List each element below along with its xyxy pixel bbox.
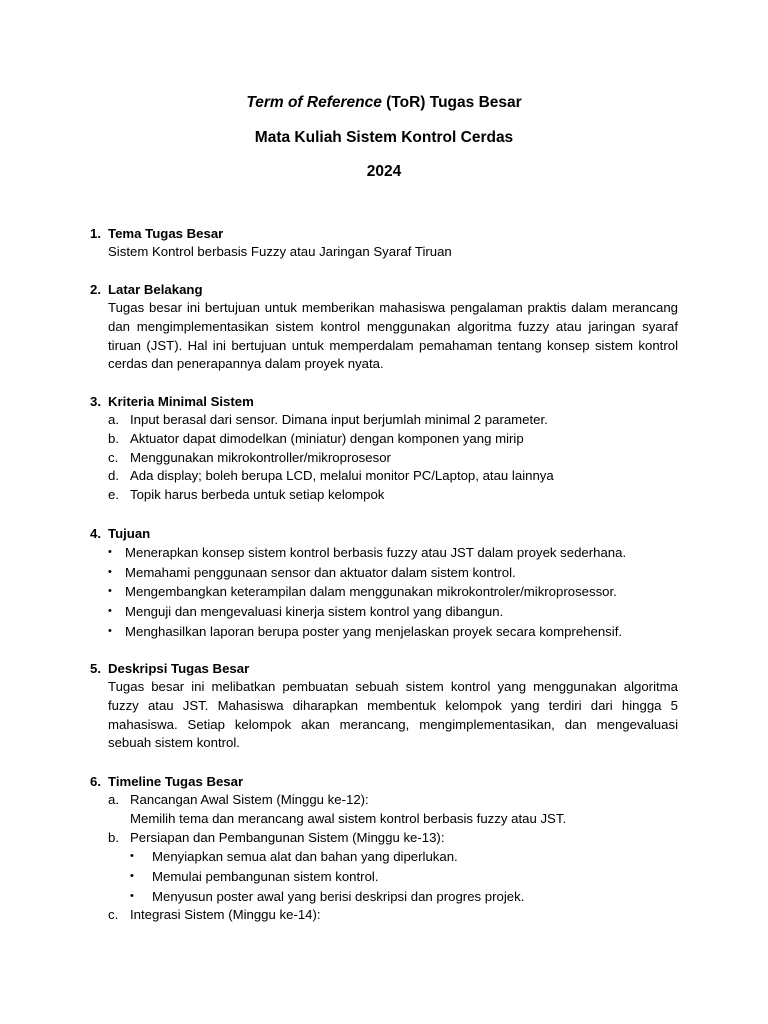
list-item-text: Ada display; boleh berupa LCD, melalui monitor PC/Laptop, atau lainnya	[130, 468, 554, 484]
list-marker: b.	[108, 829, 119, 845]
bullet-text: Menyiapkan semua alat dan bahan yang diperlukan.	[152, 849, 458, 865]
bullet-item	[90, 602, 678, 622]
list-item	[90, 467, 678, 486]
section-kriteria	[90, 392, 678, 505]
list-item-text: Topik harus berbeda untuk setiap kelompok	[130, 487, 385, 503]
bullet-text: Menerapkan konsep sistem kontrol berbasis fuzzy atau JST dalam proyek sederhana.	[125, 545, 627, 560]
timeline-item-title: Rancangan Awal Sistem (Minggu ke-12):	[130, 792, 369, 807]
sub-bullet-item	[90, 867, 678, 887]
timeline-item	[90, 791, 678, 810]
timeline-item-title: Persiapan dan Pembangunan Sistem (Minggu ke-13):	[130, 829, 445, 845]
bullet-icon: •	[108, 624, 112, 637]
section-number: 5.	[90, 661, 101, 676]
section-number: 1.	[90, 226, 101, 241]
section-heading	[90, 772, 678, 791]
section-paragraph: Tugas besar ini melibatkan pembuatan sebuah sistem kontrol yang menggunakan algoritma fuzzy atau JST. Mahasiswa diharapkan membentuk kelompok yang terdiri dari hingga 5 mahasiswa. Setiap kelompok akan merancang, mengimplementasikan, dan mengevaluasi sebuah sistem kontrol.	[108, 679, 678, 751]
section-heading	[90, 392, 678, 411]
list-marker: b.	[108, 430, 119, 446]
bullet-text: Memulai pembangunan sistem kontrol.	[152, 869, 379, 885]
list-item	[90, 430, 678, 449]
list-marker: d.	[108, 468, 119, 484]
document-year: 2024	[366, 163, 402, 180]
section-title: Tema Tugas Besar	[108, 226, 224, 241]
bullet-text: Menyusun poster awal yang berisi deskripsi dan progres projek.	[152, 888, 525, 904]
list-marker: a.	[108, 792, 119, 807]
bullet-icon: •	[108, 546, 112, 558]
section-title: Deskripsi Tugas Besar	[108, 661, 250, 676]
section-number: 4.	[90, 526, 101, 541]
bullet-icon: •	[108, 585, 112, 598]
section-tujuan	[90, 524, 678, 641]
title-rest-part: (ToR) Tugas Besar	[381, 94, 522, 111]
section-number: 2.	[90, 282, 101, 297]
bullet-text: Menguji dan mengevaluasi kinerja sistem kontrol yang dibangun.	[125, 604, 504, 620]
bullet-text: Memahami penggunaan sensor dan aktuator dalam sistem kontrol.	[125, 564, 516, 580]
section-latar-belakang	[90, 280, 678, 374]
section-heading	[90, 524, 678, 543]
section-title: Kriteria Minimal Sistem	[108, 394, 254, 409]
section-number: 6.	[90, 774, 101, 789]
list-item	[90, 486, 678, 505]
list-marker: e.	[108, 487, 119, 503]
section-timeline	[90, 772, 678, 925]
list-marker: c.	[108, 907, 119, 923]
section-deskripsi	[90, 659, 678, 753]
bullet-item	[90, 563, 678, 583]
section-paragraph: Tugas besar ini bertujuan untuk memberikan mahasiswa pengalaman praktis dalam merancang dan mengimplementasikan sistem kontrol menggunakan algoritma fuzzy atau jaringan syaraf tiruan (JST). Hal ini bertujuan untuk memperdalam pemahaman tentang konsep sistem kontrol cerdas dan penerapannya dalam proyek nyata.	[108, 300, 678, 372]
timeline-item-detail: Memilih tema dan merancang awal sistem kontrol berbasis fuzzy atau JST.	[130, 810, 567, 826]
bullet-item	[90, 543, 678, 563]
section-title: Timeline Tugas Besar	[108, 774, 244, 789]
timeline-item-title: Integrasi Sistem (Minggu ke-14):	[130, 907, 321, 923]
section-title: Tujuan	[108, 526, 151, 541]
document-title	[0, 94, 768, 112]
section-number: 3.	[90, 394, 101, 409]
bullet-item	[90, 582, 678, 602]
list-item-text: Menggunakan mikrokontroller/mikroprosesor	[130, 449, 391, 465]
section-title: Latar Belakang	[108, 282, 203, 297]
bullet-icon: •	[108, 565, 112, 578]
section-heading	[90, 280, 678, 299]
bullet-item	[90, 622, 678, 642]
sub-bullet-item	[90, 847, 678, 867]
bullet-icon: •	[108, 605, 112, 618]
bullet-text: Menghasilkan laporan berupa poster yang menjelaskan proyek secara komprehensif.	[125, 623, 623, 639]
bullet-icon: •	[130, 889, 134, 902]
sub-bullet-item	[90, 887, 678, 907]
bullet-icon: •	[130, 850, 134, 863]
section-tema	[90, 224, 678, 262]
bullet-icon: •	[130, 870, 134, 883]
list-item-text: Input berasal dari sensor. Dimana input berjumlah minimal 2 parameter.	[130, 412, 548, 427]
list-marker: c.	[108, 449, 119, 465]
title-italic-part: Term of Reference	[246, 94, 382, 111]
timeline-item	[90, 906, 678, 925]
timeline-item	[90, 829, 678, 848]
list-item	[90, 449, 678, 468]
section-heading	[90, 224, 678, 243]
bullet-text: Mengembangkan keterampilan dalam menggunakan mikrokontroler/mikroprosessor.	[125, 584, 617, 600]
list-item	[90, 411, 678, 430]
course-title: Mata Kuliah Sistem Kontrol Cerdas	[254, 129, 514, 146]
section-heading	[90, 659, 678, 678]
section-text: Sistem Kontrol berbasis Fuzzy atau Jaringan Syaraf Tiruan	[108, 244, 452, 259]
list-marker: a.	[108, 412, 119, 427]
list-item-text: Aktuator dapat dimodelkan (miniatur) dengan komponen yang mirip	[130, 430, 524, 446]
